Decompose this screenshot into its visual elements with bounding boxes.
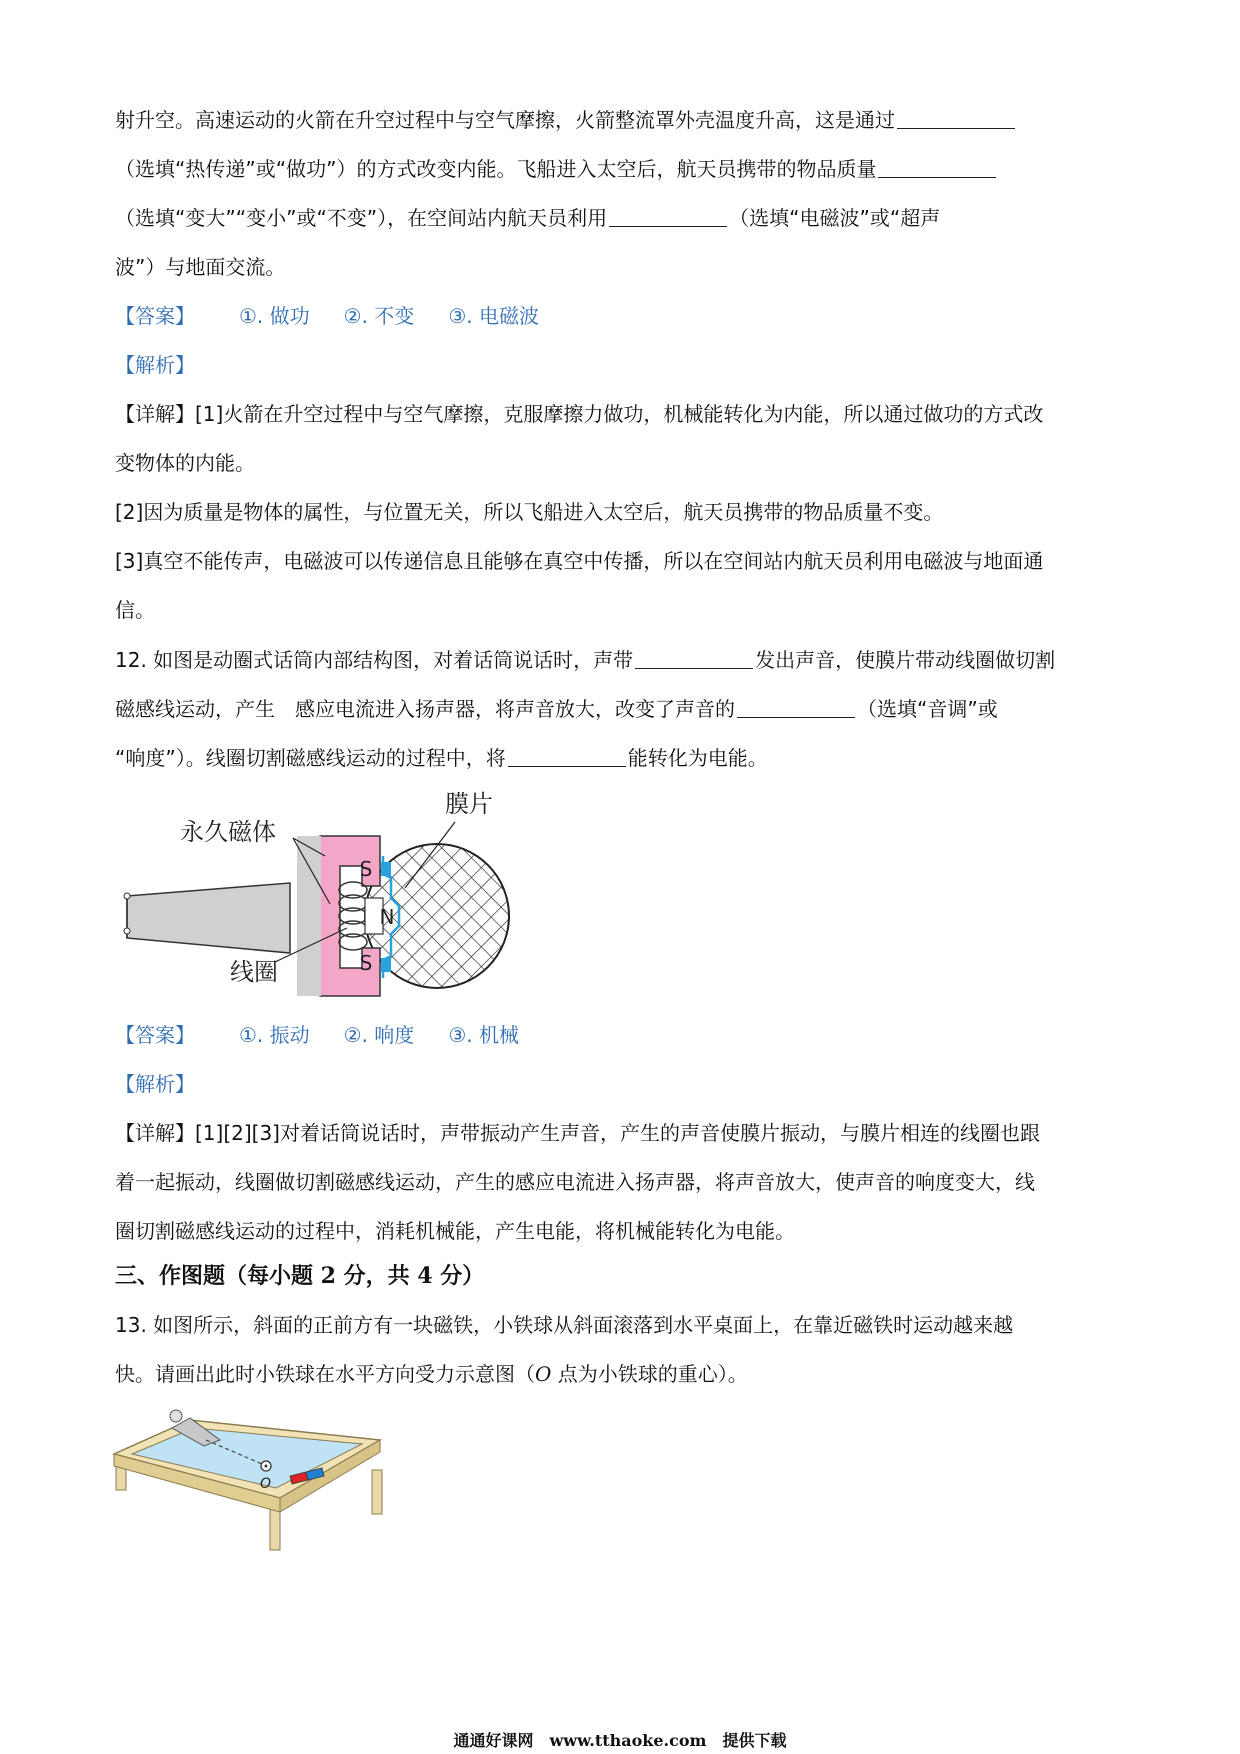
pole-n: N	[379, 905, 395, 929]
table-leg	[372, 1470, 382, 1514]
q11-line3a: （选填“变大”“变小”或“不变”），在空间站内航天员利用	[115, 206, 608, 230]
label-membrane: 膜片	[445, 790, 493, 818]
answer-tag: 【答案】	[115, 1023, 195, 1047]
blank-1[interactable]	[897, 106, 1015, 129]
section-title: 三、作图题（每小题 2 分，共 4 分）	[115, 1263, 485, 1289]
q11-line2: （选填“热传递”或“做功”）的方式改变内能。飞船进入太空后，航天员携带的物品质量	[115, 157, 877, 181]
q11-answer	[115, 292, 1135, 341]
q12-line3b: 能转化为电能。	[627, 746, 768, 770]
q12-text	[115, 636, 1135, 783]
pole-s-top: S	[359, 857, 373, 881]
coil	[339, 882, 367, 950]
label-magnet: 永久磁体	[180, 818, 276, 846]
q12-detail1: 【详解】[1][2][3]对着话筒说话时，声带振动产生声音，产生的声音使膜片振动，与膜片相连的线圈也跟	[115, 1121, 1040, 1145]
answer-tag: 【答案】	[115, 304, 195, 328]
answer-3: ③. 电磁波	[448, 304, 539, 328]
analysis-tag: 【解析】	[115, 1072, 195, 1096]
handle	[127, 883, 290, 953]
blank-6[interactable]	[508, 744, 626, 767]
q12-detail2: 着一起振动，线圈做切割磁感线运动，产生的感应电流进入扬声器，将声音放大，使声音的响度变大，线	[115, 1170, 1035, 1194]
answer-3: ③. 机械	[448, 1023, 519, 1047]
label-o: O	[260, 1476, 272, 1492]
q12-line2a: 磁感线运动，产生 感应电流进入扬声器，将声音放大，改变了声音的	[115, 697, 735, 721]
q11-line1: 射升空。高速运动的火箭在升空过程中与空气摩擦，火箭整流罩外壳温度升高，这是通过	[115, 108, 895, 132]
blank-5[interactable]	[737, 695, 855, 718]
q12-line2b: （选填“音调”或	[857, 697, 998, 721]
answer-1: ①. 做功	[239, 304, 310, 328]
q13-text	[115, 1301, 1135, 1399]
label-coil: 线圈	[230, 958, 278, 986]
q12-line1a: 12. 如图是动圈式话筒内部结构图，对着话筒说话时，声带	[115, 648, 634, 672]
blank-3[interactable]	[609, 204, 727, 227]
q11-detail2: [2]因为质量是物体的属性，与位置无关，所以飞船进入太空后，航天员携带的物品质量不变。	[115, 500, 944, 524]
q12-line3a: “响度”）。线圈切割磁感线运动的过程中，将	[115, 746, 506, 770]
q13-o-italic: O	[535, 1362, 552, 1386]
blank-2[interactable]	[878, 155, 996, 178]
q13-line2a: 快。请画出此时小铁球在水平方向受力示意图（	[115, 1362, 535, 1386]
q11-text	[115, 96, 1135, 635]
wire-terminal-top	[124, 893, 130, 899]
q11-detail1b: 变物体的内能。	[115, 451, 255, 475]
q13-line2b: 点为小铁球的重心）。	[551, 1362, 748, 1386]
q11-line4: 波”）与地面交流。	[115, 255, 286, 279]
answer-1: ①. 振动	[239, 1023, 310, 1047]
answer-2: ②. 不变	[343, 304, 415, 328]
q13-line1: 13. 如图所示，斜面的正前方有一块磁铁，小铁球从斜面滚落到水平桌面上，在靠近磁铁时运动越来越	[115, 1313, 1014, 1337]
q12-answer	[115, 1011, 1135, 1060]
wire-terminal-bottom	[124, 928, 130, 934]
analysis-tag: 【解析】	[115, 353, 195, 377]
microphone-figure	[115, 778, 535, 998]
blank-4[interactable]	[635, 646, 753, 669]
q11-line3b: （选填“电磁波”或“超声	[729, 206, 941, 230]
pole-s-bottom: S	[359, 951, 373, 975]
footer: 通通好课网 www.tthaoke.com 提供下载	[453, 1731, 787, 1750]
q12-solution	[115, 1011, 1135, 1256]
q12-detail3: 圈切割磁感线运动的过程中，消耗机械能，产生电能，将机械能转化为电能。	[115, 1219, 795, 1243]
q11-detail1a: 【详解】[1]火箭在升空过程中与空气摩擦，克服摩擦力做功，机械能转化为内能，所以通过做功的方式改	[115, 402, 1044, 426]
answer-2: ②. 响度	[343, 1023, 415, 1047]
iron-ball-top	[170, 1410, 182, 1422]
q11-detail3b: 信。	[115, 598, 155, 622]
q12-line1b: 发出声音，使膜片带动线圈做切割	[755, 648, 1056, 672]
table-figure[interactable]	[110, 1400, 390, 1560]
q11-detail3a: [3]真空不能传声，电磁波可以传递信息且能够在真空中传播，所以在空间站内航天员利用电磁波与地面通	[115, 549, 1044, 573]
